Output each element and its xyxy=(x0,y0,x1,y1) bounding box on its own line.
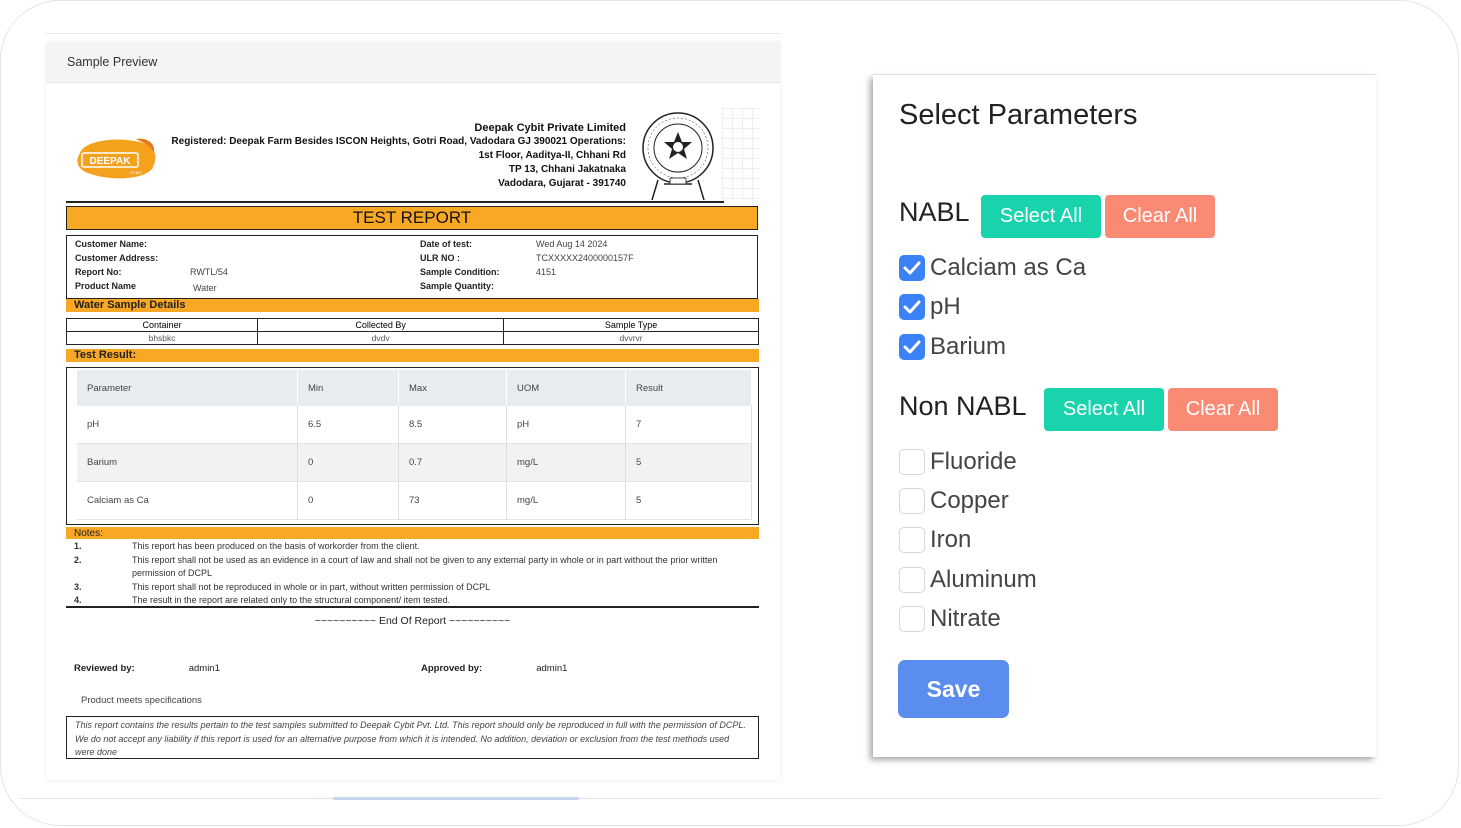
customer-name-label: Customer Name: xyxy=(75,239,148,249)
approved-by-label: Approved by: xyxy=(421,663,483,674)
product-meets-specifications: Product meets specifications xyxy=(81,695,202,706)
preview-header xyxy=(46,42,780,83)
company-name: Deepak Cybit Private Limited xyxy=(474,122,626,134)
notes-rule xyxy=(66,606,759,608)
table-cell: mg/L xyxy=(507,444,626,482)
param-label: Iron xyxy=(930,526,972,553)
reviewed-by-value: admin1 xyxy=(188,663,220,674)
table-cell: 5 xyxy=(626,482,752,520)
table-cell: 7 xyxy=(626,406,752,444)
checkbox-checked[interactable] xyxy=(899,255,925,281)
note-text: The result in the report are related only to the structural component/ item tested. xyxy=(132,595,451,605)
results-header-cell: Max xyxy=(399,370,507,406)
note-text: This report shall not be used as an evidence in a court of law and shall not be given to any external party in whole or in part without the prior written permission of DCPL xyxy=(132,554,718,578)
non-nabl-select-all-button[interactable]: Select All xyxy=(1044,388,1164,431)
param-label: Copper xyxy=(930,487,1009,514)
preview-title: Sample Preview xyxy=(67,55,158,69)
table-row xyxy=(77,482,752,520)
report-no-value: RWTL/54 xyxy=(190,267,228,277)
product-name-label: Product Name xyxy=(75,281,137,291)
note-item xyxy=(74,540,754,554)
table-cell: mg/L xyxy=(507,482,626,520)
param-label: Aluminum xyxy=(930,566,1037,593)
customer-address-label: Customer Address: xyxy=(75,253,159,263)
collected-by-header: Collected By xyxy=(258,319,504,332)
table-cell: 0 xyxy=(298,444,399,482)
check-icon xyxy=(903,260,921,276)
scroll-indicator[interactable] xyxy=(333,797,579,800)
checkbox-unchecked[interactable] xyxy=(899,567,925,593)
address-line: TP 13, Chhani Jakatnaka xyxy=(508,164,626,175)
sample-type-value: dvvrvr xyxy=(504,332,759,345)
results-header-cell: Result xyxy=(626,370,752,406)
approved-by-value: admin1 xyxy=(536,663,568,674)
accreditation-seal-icon xyxy=(640,110,720,202)
nabl-clear-all-button[interactable]: Clear All xyxy=(1105,195,1215,238)
table-cell: 73 xyxy=(399,482,507,520)
note-item xyxy=(74,554,754,581)
non-nabl-title: Non NABL xyxy=(899,391,1027,421)
address-line: Registered: Deepak Farm Besides ISCON Heights, Gotri Road, Vadodara GJ 390021 Operations: xyxy=(171,136,626,147)
test-result-bar: Test Result: xyxy=(66,349,759,362)
results-header-cell: Min xyxy=(298,370,399,406)
company-address-block xyxy=(166,121,626,191)
checkbox-unchecked[interactable] xyxy=(899,527,925,553)
note-number: 3. xyxy=(74,581,82,592)
table-cell: Calciam as Ca xyxy=(77,482,298,520)
disclaimer-box: This report contains the results pertain to the test samples submitted to Deepak Cybit Pvt. Ltd. This report should only be reproduced in full with the permission of DCPL. We do not accept any liability if this report is used for an alternative purpose from which it is intended. No addition, deviation or exclusion from the test methods used were done xyxy=(66,716,759,759)
check-icon xyxy=(903,339,921,355)
table-cell: 0 xyxy=(298,482,399,520)
note-number: 1. xyxy=(74,541,82,551)
note-text: This report shall not be reproduced in whole or in part, without written permission of DCPL xyxy=(132,581,491,592)
ulr-no-label: ULR NO : xyxy=(420,253,460,263)
grid-decoration xyxy=(722,108,760,202)
container-value: bhsbkc xyxy=(67,332,258,345)
param-label: Nitrate xyxy=(930,605,1001,632)
note-text: This report has been produced on the basis of workorder from the client. xyxy=(132,541,420,551)
checkbox-unchecked[interactable] xyxy=(899,449,925,475)
params-title: Select Parameters xyxy=(899,99,1138,131)
sample-type-header: Sample Type xyxy=(504,319,759,332)
sample-condition-value: 4151 xyxy=(536,267,557,277)
preview-top-divider xyxy=(46,33,780,34)
product-name-value: Water xyxy=(193,283,217,293)
table-cell: 0.7 xyxy=(399,444,507,482)
ulr-no-value: TCXXXXX2400000157F xyxy=(536,253,634,263)
collected-by-value: dvdv xyxy=(258,332,504,345)
table-cell: pH xyxy=(77,406,298,444)
reviewed-by-label: Reviewed by: xyxy=(74,663,135,674)
checkbox-unchecked[interactable] xyxy=(899,606,925,632)
results-header-cell: Parameter xyxy=(77,370,298,406)
param-label: Fluoride xyxy=(930,448,1017,475)
address-line: Vadodara, Gujarat - 391740 xyxy=(498,178,626,189)
report-no-label: Report No: xyxy=(75,267,122,277)
note-item xyxy=(74,581,754,595)
select-parameters-panel xyxy=(873,75,1376,757)
reviewed-by xyxy=(74,663,220,674)
test-result-box xyxy=(66,367,759,525)
container-header: Container xyxy=(67,319,258,332)
customer-details-box xyxy=(66,235,758,299)
note-number: 4. xyxy=(74,595,82,605)
notes-list xyxy=(74,540,754,608)
table-row xyxy=(77,444,752,482)
results-table xyxy=(77,370,752,520)
address-line: 1st Floor, Aaditya-II, Chhani Rd xyxy=(478,150,626,161)
sample-preview-panel xyxy=(46,42,780,780)
nabl-title: NABL xyxy=(899,197,970,227)
logo-text: DEEPAK xyxy=(89,156,131,167)
logo-subtext: CYBIT xyxy=(130,170,142,175)
non-nabl-clear-all-button[interactable]: Clear All xyxy=(1168,388,1278,431)
end-of-report: ~~~~~~~~~~ End Of Report ~~~~~~~~~~ xyxy=(314,615,511,627)
date-of-test-value: Wed Aug 14 2024 xyxy=(536,239,608,249)
bottom-divider xyxy=(20,798,1380,799)
table-row xyxy=(77,406,752,444)
date-of-test-label: Date of test: xyxy=(420,239,473,249)
param-label: Calciam as Ca xyxy=(930,254,1087,281)
results-header-row xyxy=(77,370,752,406)
note-number: 2. xyxy=(74,554,82,565)
water-sample-details-bar: Water Sample Details xyxy=(66,299,759,312)
notes-bar: Notes: xyxy=(66,527,759,539)
results-header-cell: UOM xyxy=(507,370,626,406)
header-rule xyxy=(66,201,724,203)
table-cell: 5 xyxy=(626,444,752,482)
param-label: Barium xyxy=(930,333,1007,360)
table-cell: 8.5 xyxy=(399,406,507,444)
check-icon xyxy=(903,299,921,315)
approved-by xyxy=(421,663,567,674)
checkbox-checked[interactable] xyxy=(899,334,925,360)
checkbox-checked[interactable] xyxy=(899,294,925,320)
checkbox-unchecked[interactable] xyxy=(899,488,925,514)
sample-condition-label: Sample Condition: xyxy=(420,267,500,277)
sample-quantity-label: Sample Quantity: xyxy=(420,281,495,291)
report-title: TEST REPORT xyxy=(66,206,758,230)
table-cell: pH xyxy=(507,406,626,444)
save-button[interactable]: Save xyxy=(898,660,1009,718)
container-table xyxy=(66,318,759,345)
nabl-select-all-button[interactable]: Select All xyxy=(981,195,1101,238)
company-logo xyxy=(74,135,158,179)
table-cell: 6.5 xyxy=(298,406,399,444)
param-label: pH xyxy=(930,293,961,320)
table-cell: Barium xyxy=(77,444,298,482)
